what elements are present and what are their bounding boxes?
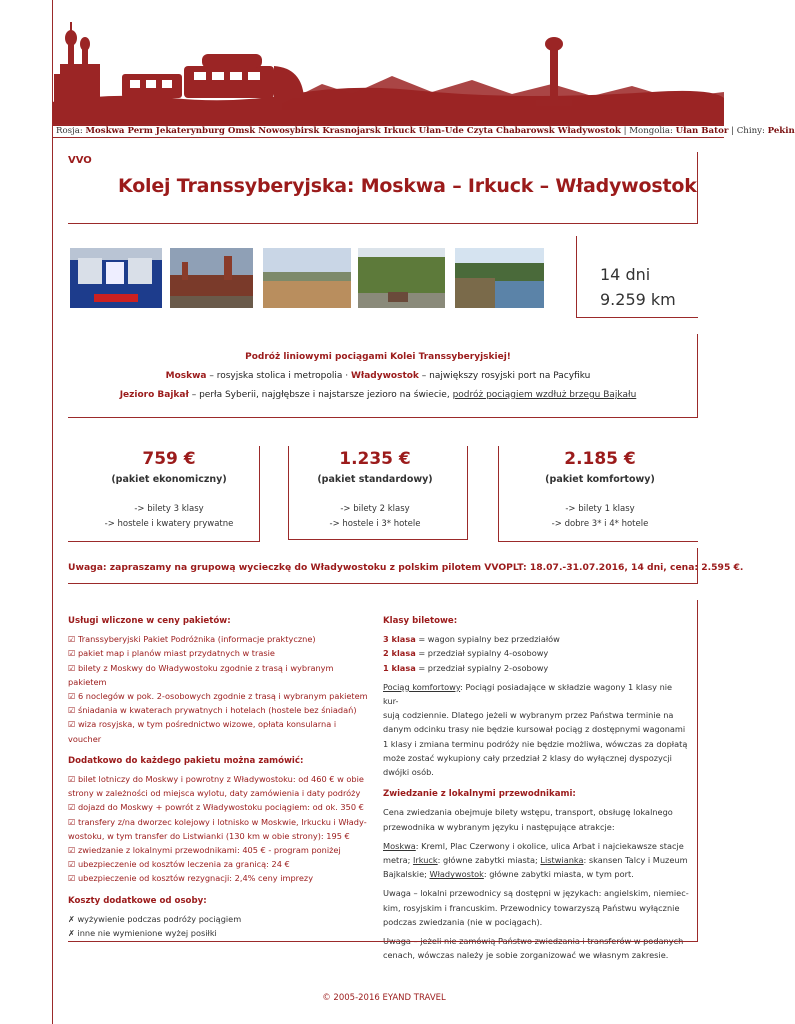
package-name: (pakiet standardowy) (317, 474, 433, 485)
costs-heading: Koszty dodatkowe od osoby: (68, 895, 207, 906)
wladywostok-link[interactable]: Władywostok (429, 869, 484, 880)
package-name: (pakiet ekonomiczny) (111, 474, 227, 485)
group-trip-note: Uwaga: zapraszamy na grupową wycieczkę do Władywostoku z polskim pilotem VVOPLT: 18.07.-31.07.2016, 14 dni, cena: 2.595 €. (68, 562, 744, 573)
extra-item: ☑ ubezpieczenie od kosztów leczenia za granicą: 24 € (68, 859, 290, 870)
package-price: 2.185 € (564, 449, 636, 469)
ticket-classes-heading: Klasy biletowe: (383, 616, 458, 626)
trip-distance: 9.259 km (600, 290, 676, 309)
intro-headline: Podróż liniowymi pociągami Kolei Transsyberyjskiej! (245, 352, 511, 362)
package-frame (68, 446, 260, 542)
package-line: -> dobre 3* i 4* hotele (551, 519, 649, 529)
village-photo (358, 248, 445, 308)
stats-frame (576, 236, 698, 318)
self-organize-note: Uwaga – jeżeli nie zamówią Państwo zwiedzania i transferów w podanych cenach, wówczas należy je sobie zorganizować we własnym zakresie. (383, 936, 684, 961)
class-line: 1 klasa = przedział sypialny 2-osobowy (383, 662, 549, 673)
intro-frame (68, 334, 698, 418)
package-line: -> hostele i 3* hotele (329, 519, 421, 529)
included-heading: Usługi wliczone w ceny pakietów: (68, 616, 231, 626)
extra-item: ☑ ubezpieczenie od kosztów rezygnacji: 2,4% ceny imprezy (68, 873, 314, 884)
extra-item: ☑ bilet lotniczy do Moskwy i powrotny z Władywostoku: od 460 € w obie (68, 774, 364, 785)
kremlin-photo (170, 248, 253, 308)
trip-days: 14 dni (600, 265, 651, 284)
included-item: ☑ śniadania w kwaterach prywatnych i hotelach (hostele bez śniadań) (68, 705, 357, 716)
package-name: (pakiet komfortowy) (545, 474, 655, 485)
cost-item: ✗ inne nie wymienione wyżej posiłki (68, 928, 217, 939)
tour-code: VVO (68, 155, 92, 166)
sightseeing-intro: Cena zwiedzania obejmuje bilety wstępu, transport, obsługę lokalnego przewodnika w wybranym języku i następujące atrakcje: (383, 807, 673, 832)
included-item: ☑ pakiet map i planów miast przydatnych w trasie (68, 648, 275, 659)
intro-line-cities: Moskwa – rosyjska stolica i metropolia · Władywostok – największy rosyjski port na Pacyfiku (165, 371, 591, 381)
comfort-train-link[interactable]: Pociąg komfortowy (383, 681, 461, 692)
package-line: -> bilety 1 klasy (565, 504, 635, 514)
note-frame (68, 548, 698, 584)
guides-note: Uwaga – lokalni przewodnicy są dostępni w językach: angielskim, niemiec- kim, rosyjskim i francuskim. Przewodnicy towarzyszą Państwu wyłącznie podczas zwiedzania (nie w pociągach). (383, 888, 689, 927)
package-price: 1.235 € (339, 449, 411, 469)
sightseeing-attractions: Moskwa: Kreml, Plac Czerwony i okolice, ulica Arbat i najciekawsze stacje metra; Irkuck: główne zabytki miasta; Listwianka: skansen Talcy i Muzeum Bajkalskie; Władywostok: główne zabytki miasta, w tym port. (383, 840, 688, 880)
class-line: 3 klasa = wagon sypialny bez przedziałów (383, 634, 560, 645)
irkuck-link[interactable]: Irkuck (412, 855, 438, 866)
package-frame (288, 446, 468, 540)
included-item: ☑ wiza rosyjska, w tym pośrednictwo wizowe, opłata konsularna i voucher (68, 719, 337, 744)
listwianka-link[interactable]: Listwianka (540, 855, 584, 866)
train-car-photo (70, 248, 162, 308)
included-item: ☑ Transsyberyjski Pakiet Podróżnika (informacje praktyczne) (68, 634, 316, 645)
steppe-photo (263, 248, 351, 308)
package-line: -> bilety 3 klasy (134, 504, 204, 514)
package-line: -> hostele i kwatery prywatne (104, 519, 234, 529)
extra-item: ☑ dojazd do Moskwy + powrót z Władywostoku pociągiem: od ok. 350 € (68, 802, 364, 813)
baikal-railway-photo (455, 248, 544, 308)
package-line: -> bilety 2 klasy (340, 504, 410, 514)
extra-item: wostoku, w tym transfer do Listwianki (130 km w obie strony): 195 € (68, 830, 350, 841)
footer-copyright: © 2005-2016 EYAND TRAVEL (322, 993, 446, 1003)
baikal-link[interactable]: podróż pociągiem wzdłuż brzegu Bajkału (452, 390, 637, 400)
intro-line-baikal: Jezioro Bajkał – perła Syberii, najgłębsze i najstarsze jezioro na świecie, podróż pociągiem wzdłuż brzegu Bajkału (119, 390, 637, 400)
package-frame (498, 446, 698, 542)
header-illustration (52, 14, 724, 126)
comfort-train-text: Pociąg komfortowy: Pociągi posiadające w składzie wagony 1 klasy nie kur- sują codziennie. Dlatego jeżeli w wybranym przez Państwa terminie na danym odcinku trasy nie będzie kursował pociąg z dostępnymi wagonami 1 klasy i zmiana terminu podróży nie będzie możliwa, wówczas za dopłatą może zostać wykupiony cały przedział 2 klasy do wyłącznej dyspozycji dwójki osób. (383, 681, 688, 778)
class-line: 2 klasa = przedział sypialny 4-osobowy (383, 648, 549, 659)
included-item: ☑ bilety z Moskwy do Władywostoku zgodnie z trasą i wybranym pakietem (68, 662, 334, 687)
cost-item: ✗ wyżywienie podczas podróży pociągiem (68, 913, 242, 924)
title-frame (68, 152, 698, 224)
extra-item: ☑ transfery z/na dworzec kolejowy i lotnisko w Moskwie, Irkucku i Włady- (68, 816, 367, 827)
extras-heading: Dodatkowo do każdego pakietu można zamówić: (68, 755, 304, 766)
route-bar: Rosja: Moskwa Perm Jekaterynburg Omsk Nowosybirsk Krasnojarsk Irkuck Ułan-Ude Czyta Chabarowsk Władywostok | Mongolia: Ułan Bator | Chiny: Pekin (52, 124, 724, 138)
extra-item: ☑ zwiedzanie z lokalnymi przewodnikami: 405 € - program poniżej (68, 845, 341, 856)
moskwa-link[interactable]: Moskwa (383, 840, 416, 851)
details-frame (68, 600, 698, 942)
page-title: Kolej Transsyberyjska: Moskwa – Irkuck – Władywostok (118, 175, 697, 197)
left-margin-line (52, 0, 53, 1024)
included-item: ☑ 6 noclegów w pok. 2-osobowych zgodnie z trasą i wybranym pakietem (68, 691, 368, 702)
sightseeing-heading: Zwiedzanie z lokalnymi przewodnikami: (383, 789, 576, 800)
extra-item: strony w zależności od miejsca wylotu, daty zamówienia i daty podróży (68, 788, 361, 799)
package-price: 759 € (142, 449, 196, 469)
